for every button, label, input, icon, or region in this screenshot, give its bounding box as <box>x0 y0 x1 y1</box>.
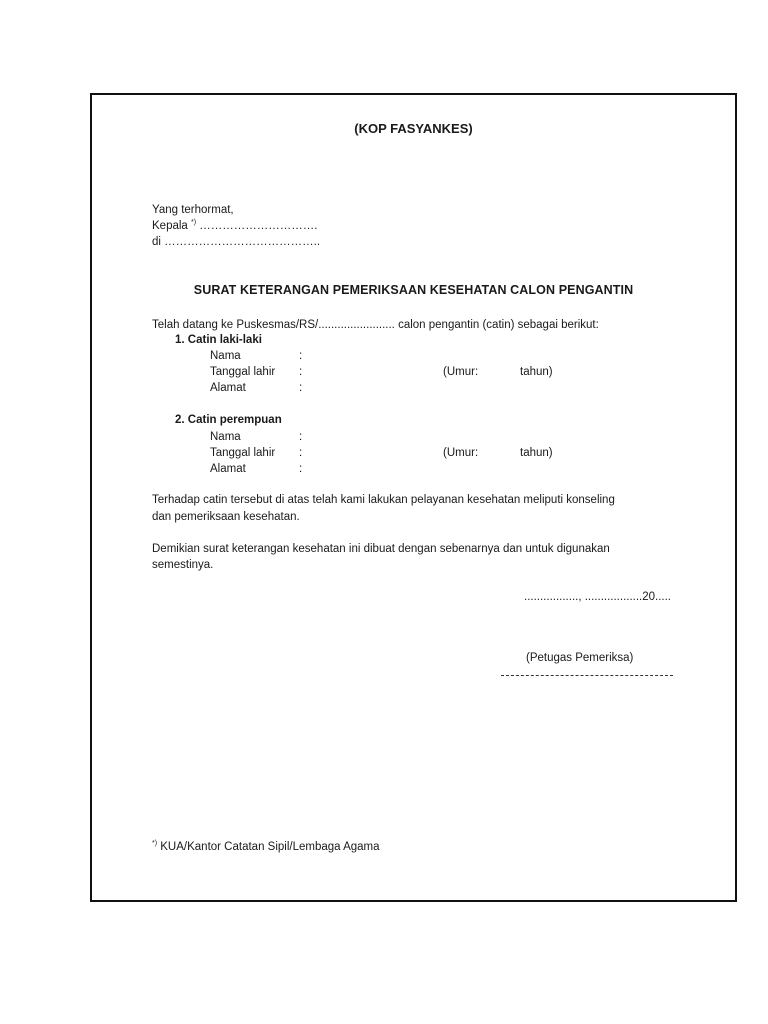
perempuan-tanggal-colon: : <box>299 447 303 459</box>
kepala-line <box>152 220 317 232</box>
footnote-mark: *) <box>152 840 158 848</box>
laki-tanggal-label: Tanggal lahir <box>210 366 276 378</box>
laki-nama-colon: : <box>299 350 303 362</box>
perempuan-umur-label: (Umur: <box>443 447 479 459</box>
catin-perempuan-heading: 2. Catin perempuan <box>175 414 282 426</box>
laki-alamat-label: Alamat <box>210 382 246 394</box>
laki-tanggal-colon: : <box>299 366 303 378</box>
perempuan-tahun-label: tahun) <box>520 447 553 459</box>
signature-line <box>501 675 673 676</box>
closing-paragraph-line2: semestinya. <box>152 559 214 571</box>
letterhead-placeholder: (KOP FASYANKES) <box>354 121 473 136</box>
perempuan-nama-colon: : <box>299 431 303 443</box>
perempuan-alamat-label: Alamat <box>210 463 246 475</box>
catin-laki-heading: 1. Catin laki-laki <box>175 334 262 346</box>
document-title: SURAT KETERANGAN PEMERIKSAAN KESEHATAN CALON PENGANTIN <box>193 283 634 297</box>
closing-paragraph-line1: Demikian surat keterangan kesehatan ini dibuat dengan sebenarnya dan untuk digunakan <box>152 543 610 555</box>
laki-nama-label: Nama <box>210 350 241 362</box>
perempuan-nama-label: Nama <box>210 431 241 443</box>
service-paragraph-line1: Terhadap catin tersebut di atas telah kami lakukan pelayanan kesehatan meliputi konseling <box>152 494 615 506</box>
service-paragraph-line2: dan pemeriksaan kesehatan. <box>152 511 300 523</box>
intro-text: Telah datang ke Puskesmas/RS/........................ calon pengantin (catin) sebagai berikut: <box>152 319 599 331</box>
document-page <box>90 93 737 902</box>
di-line: di ………………………………….. <box>152 236 321 248</box>
kepala-dots: …………………………. <box>199 220 318 232</box>
kepala-label: Kepala <box>152 220 188 232</box>
kepala-footnote-mark: *) <box>191 219 197 227</box>
laki-umur-label: (Umur: <box>443 366 479 378</box>
date-line: ................., ..................20..... <box>524 591 671 603</box>
signature-label: (Petugas Pemeriksa) <box>526 652 634 664</box>
perempuan-tanggal-label: Tanggal lahir <box>210 447 276 459</box>
laki-tahun-label: tahun) <box>520 366 553 378</box>
perempuan-alamat-colon: : <box>299 463 303 475</box>
footnote <box>152 841 380 853</box>
footnote-text: KUA/Kantor Catatan Sipil/Lembaga Agama <box>160 841 380 853</box>
laki-alamat-colon: : <box>299 382 303 394</box>
greeting: Yang terhormat, <box>152 204 234 216</box>
